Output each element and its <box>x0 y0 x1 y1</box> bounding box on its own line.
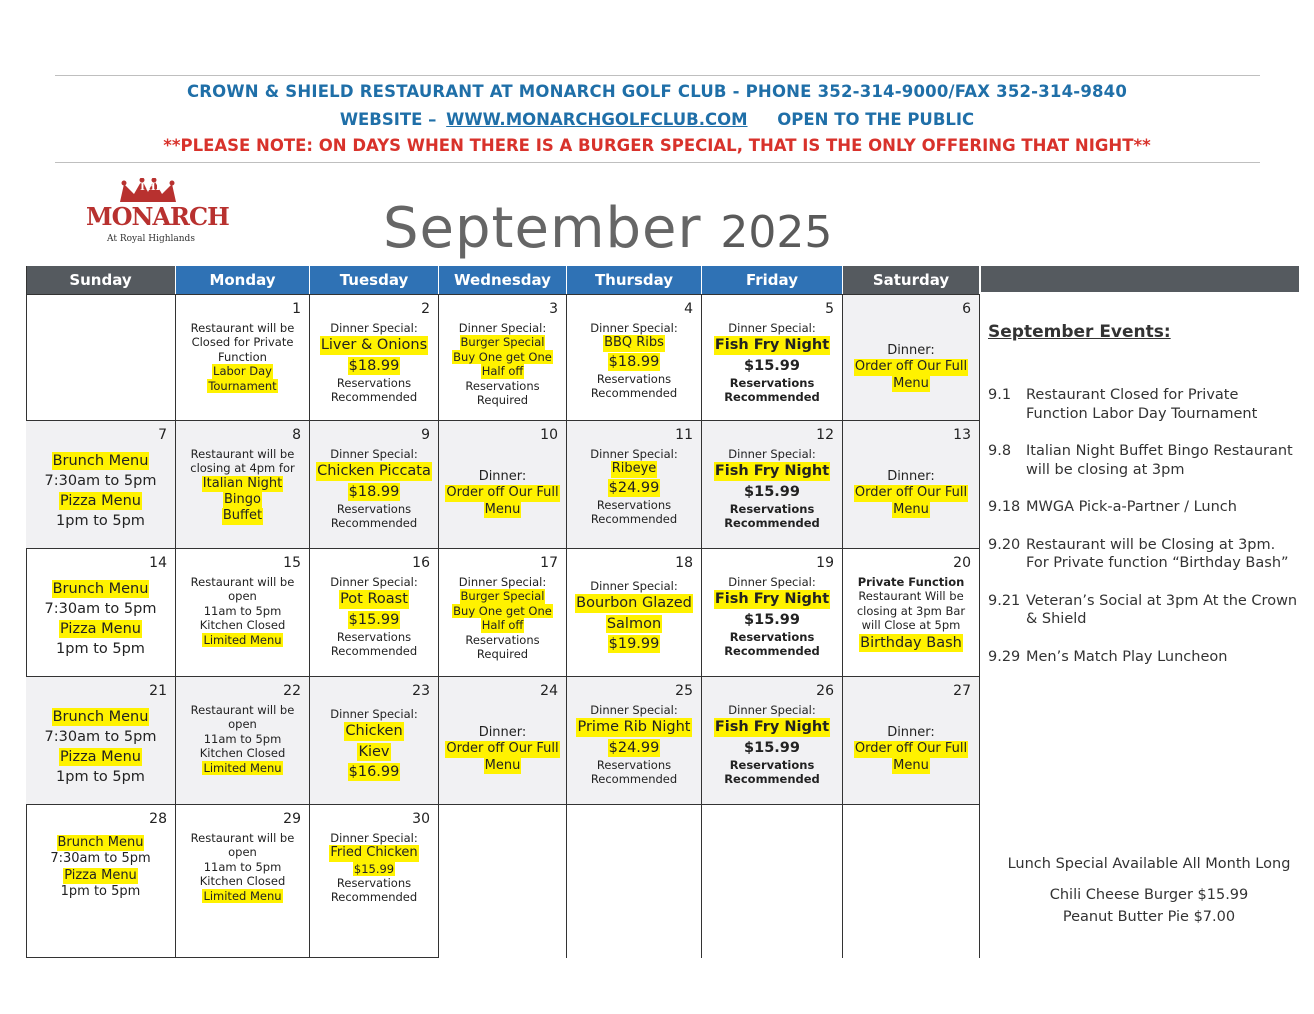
highlighted-text: Burger Special <box>460 589 545 604</box>
highlighted-text: Fried Chicken <box>330 845 418 861</box>
day-cell <box>439 294 567 420</box>
highlighted-text: Pizza Menu <box>60 493 141 510</box>
day-text: Recommended <box>724 644 820 658</box>
day-text: Dinner Special: <box>590 703 678 717</box>
day-text: will Close at 5pm <box>861 618 961 633</box>
day-content <box>310 447 438 530</box>
highlighted-text: $18.99 <box>608 353 660 370</box>
event-date: 9.29 <box>988 648 1021 665</box>
day-text: Required <box>476 392 529 407</box>
day-text: Reservations <box>729 501 815 516</box>
day-cell <box>702 804 843 958</box>
day-number: 17 <box>540 555 558 571</box>
highlighted-text: Half off <box>481 364 524 379</box>
restaurant-contact-line: CROWN & SHIELD RESTAURANT AT MONARCH GOLF CLUB - PHONE 352-314-9000/FAX 352-314-9840 <box>186 82 1128 101</box>
day-text: Recommended <box>724 516 820 530</box>
day-content <box>439 469 566 518</box>
event-date: 9.21 <box>988 592 1021 609</box>
day-text: 11am to 5pm <box>203 603 282 618</box>
day-cell <box>702 294 843 420</box>
burger-special-note: **PLEASE NOTE: ON DAYS WHEN THERE IS A BURGER SPECIAL, THAT IS THE ONLY OFFERING THAT NIGHT** <box>163 136 1151 155</box>
day-cell <box>702 420 843 548</box>
day-text: Dinner Special: <box>590 321 678 335</box>
day-cell <box>843 420 980 548</box>
day-text: Reservations <box>596 371 672 386</box>
highlighted-text: Fish Fry Night <box>714 337 830 354</box>
day-cell <box>567 294 702 420</box>
day-text: Dinner Special: <box>330 575 418 589</box>
highlighted-text: Bourbon Glazed <box>576 595 692 612</box>
highlighted-text: Labor Day <box>213 364 272 379</box>
event-text: Veteran’s Social at 3pm At the Crown & Shield <box>1026 592 1298 628</box>
highlighted-text: Prime Rib Night <box>577 719 691 736</box>
day-number: 23 <box>412 683 430 699</box>
events-title: September Events: <box>988 322 1171 342</box>
day-number: 5 <box>825 301 834 317</box>
day-cell <box>26 804 176 958</box>
highlighted-text: Brunch Menu <box>52 709 149 725</box>
day-number: 10 <box>540 427 558 443</box>
day-cell <box>702 676 843 804</box>
day-content <box>843 575 979 653</box>
day-text: Reservations <box>336 375 412 390</box>
lunch-item-pie: Peanut Butter Pie $7.00 <box>1062 909 1236 925</box>
day-text: Dinner Special: <box>330 831 418 845</box>
day-number: 8 <box>292 427 301 443</box>
day-number: 20 <box>953 555 971 571</box>
day-text: Dinner: <box>887 343 935 358</box>
highlighted-text: Kiev <box>358 743 390 760</box>
day-text: Recommended <box>590 512 678 527</box>
highlighted-text: $16.99 <box>348 763 400 780</box>
highlighted-text: Tournament <box>208 378 277 393</box>
day-content <box>702 575 842 658</box>
day-cell <box>439 548 567 676</box>
day-content <box>702 321 842 404</box>
day-text: Recommended <box>590 772 678 786</box>
day-text: Dinner: <box>887 725 935 740</box>
day-content <box>702 703 842 786</box>
day-text: 1pm to 5pm <box>56 769 145 786</box>
open-to-public-note: OPEN TO THE PUBLIC <box>777 110 975 129</box>
day-content <box>176 575 309 647</box>
day-content <box>176 831 309 903</box>
highlighted-text: Order off Our Full <box>854 741 968 757</box>
day-text: open <box>228 717 257 732</box>
day-content <box>176 321 309 393</box>
day-content <box>26 451 175 532</box>
events-panel <box>988 322 1298 685</box>
day-number: 26 <box>816 683 834 699</box>
header-sunday: Sunday <box>26 266 176 294</box>
day-cell <box>702 548 843 676</box>
day-text: Restaurant Will be <box>858 589 964 604</box>
day-text: Closed for Private <box>191 335 294 350</box>
highlighted-text: Menu <box>893 501 929 517</box>
day-number: 3 <box>549 301 558 317</box>
event-text: Men’s Match Play Luncheon <box>1026 648 1228 665</box>
event-date: 9.8 <box>988 443 1012 460</box>
day-cell <box>176 420 310 548</box>
day-content <box>439 575 566 661</box>
event-item <box>988 592 1298 629</box>
day-number: 12 <box>816 427 834 443</box>
day-number: 30 <box>412 811 430 827</box>
highlighted-text: Fish Fry Night <box>714 463 830 480</box>
day-number: 21 <box>149 683 167 699</box>
day-text: Recommended <box>330 390 418 404</box>
day-text: Dinner Special: <box>330 447 418 461</box>
day-text: Recommended <box>330 644 418 658</box>
day-number: 4 <box>684 301 693 317</box>
day-text: Required <box>476 646 529 661</box>
highlighted-text: Pot Roast <box>340 591 408 608</box>
day-text: Reservations <box>336 501 412 516</box>
highlighted-text: $19.99 <box>608 635 660 652</box>
highlighted-text: $18.99 <box>348 483 400 500</box>
day-text: Dinner Special: <box>330 707 418 721</box>
header-bottom-divider <box>55 162 1260 163</box>
highlighted-text: Menu <box>484 501 521 517</box>
day-number: 25 <box>675 683 693 699</box>
highlighted-text: Buffet <box>222 508 263 524</box>
day-text: Restaurant will be <box>190 447 295 461</box>
day-text: Reservations <box>336 876 412 890</box>
highlighted-text: Menu <box>484 757 521 773</box>
day-cell <box>26 676 176 804</box>
day-content <box>26 707 175 788</box>
day-text: Function <box>218 349 267 364</box>
day-number: 19 <box>816 555 834 571</box>
highlighted-text: Buy One get One <box>453 349 552 364</box>
day-content <box>843 725 979 774</box>
day-cell <box>439 420 567 548</box>
day-text: 7:30am to 5pm <box>50 851 151 867</box>
highlighted-text: Pizza Menu <box>60 621 141 638</box>
day-cell <box>843 676 980 804</box>
highlighted-text: $18.99 <box>348 357 400 374</box>
day-content <box>439 725 566 774</box>
day-text: Reservations <box>336 629 412 644</box>
highlighted-text: $24.99 <box>608 479 660 496</box>
highlighted-text: Menu <box>893 375 929 391</box>
day-number: 7 <box>158 427 167 443</box>
lunch-item-burger: Chili Cheese Burger $15.99 <box>1049 887 1249 903</box>
day-text: Dinner Special: <box>728 321 816 335</box>
highlighted-text: $15.99 <box>353 861 395 876</box>
day-text: $15.99 <box>744 483 800 500</box>
event-item <box>988 536 1298 573</box>
day-number: 18 <box>675 555 693 571</box>
day-cell <box>26 294 176 420</box>
day-content <box>567 321 701 401</box>
day-cell <box>26 548 176 676</box>
day-content <box>702 447 842 530</box>
day-text: Kitchen Closed <box>199 874 286 889</box>
event-date: 9.1 <box>988 387 1012 403</box>
highlighted-text: Fish Fry Night <box>714 591 830 608</box>
website-prefix: WEBSITE – <box>339 110 437 129</box>
day-cell <box>176 294 310 420</box>
highlighted-text: Chicken Piccata <box>317 463 431 480</box>
day-number: 2 <box>421 301 430 317</box>
day-cell <box>310 294 439 420</box>
day-number: 9 <box>421 427 430 443</box>
event-text: Italian Night Buffet Bingo Restaurant will be closing at 3pm <box>1026 443 1293 478</box>
day-text: Dinner Special: <box>458 575 547 589</box>
day-text: $15.99 <box>744 739 800 756</box>
day-content <box>843 469 979 518</box>
top-divider <box>55 75 1260 76</box>
event-date: 9.18 <box>988 499 1021 516</box>
highlighted-text: Buy One get One <box>453 603 552 618</box>
day-number: 24 <box>540 683 558 699</box>
day-text: 7:30am to 5pm <box>44 729 157 746</box>
day-content <box>567 579 701 654</box>
day-cell <box>567 548 702 676</box>
logo-subtitle: At Royal Highlands <box>107 234 195 244</box>
day-text: Dinner Special: <box>590 579 678 593</box>
day-text: Dinner: <box>478 725 527 740</box>
day-cell <box>843 804 980 958</box>
event-item <box>988 442 1298 479</box>
day-cell <box>567 420 702 548</box>
day-number: 11 <box>675 427 693 443</box>
day-cell <box>567 804 702 958</box>
header-monday: Monday <box>176 266 310 294</box>
highlighted-text: Order off Our Full <box>854 485 968 501</box>
day-text: Dinner: <box>478 469 527 484</box>
day-text: Dinner Special: <box>728 575 816 589</box>
day-text: closing at 4pm for <box>190 461 295 476</box>
day-text: Reservations <box>729 629 815 644</box>
highlighted-text: Fish Fry Night <box>714 719 830 736</box>
highlighted-text: Limited Menu <box>203 760 282 775</box>
day-text: 7:30am to 5pm <box>44 601 157 618</box>
month-name: September <box>383 196 702 261</box>
day-text: Kitchen Closed <box>199 618 286 633</box>
monarch-logo <box>86 176 229 250</box>
day-content <box>310 321 438 404</box>
day-text: Reservations <box>729 375 815 390</box>
day-text: Dinner Special: <box>330 321 418 335</box>
event-text: Restaurant Closed for Private Function Labor Day Tournament <box>1026 387 1258 422</box>
highlighted-text: Half off <box>481 618 524 633</box>
day-number: 15 <box>283 555 301 571</box>
day-text: Dinner Special: <box>728 447 816 461</box>
day-content <box>26 835 175 900</box>
day-cell <box>310 676 439 804</box>
day-text: Dinner Special: <box>590 447 678 461</box>
day-text: $15.99 <box>744 357 800 374</box>
day-content <box>176 447 309 525</box>
day-content <box>567 703 701 786</box>
highlighted-text: Burger Special <box>460 335 545 350</box>
day-text: Private Function <box>857 575 965 589</box>
day-text: $15.99 <box>744 611 800 628</box>
day-text: Restaurant will be <box>190 575 295 589</box>
day-number: 6 <box>962 301 971 317</box>
lunch-special-title: Lunch Special Available All Month Long <box>1007 856 1291 872</box>
day-text: 1pm to 5pm <box>60 883 141 899</box>
highlighted-text: Brunch Menu <box>52 581 149 597</box>
day-content <box>310 831 438 905</box>
day-content <box>176 703 309 775</box>
day-cell <box>439 804 567 958</box>
day-cell <box>843 548 980 676</box>
day-cell <box>567 676 702 804</box>
day-text: Recommended <box>590 386 678 401</box>
day-text: Recommended <box>330 516 418 530</box>
day-text: 1pm to 5pm <box>56 641 145 658</box>
day-text: Reservations <box>465 378 540 393</box>
day-number: 28 <box>149 811 167 827</box>
day-text: 1pm to 5pm <box>56 513 145 530</box>
year: 2025 <box>720 207 833 258</box>
day-text: Recommended <box>724 772 820 786</box>
highlighted-text: Liver & Onions <box>320 337 428 354</box>
day-text: open <box>228 589 257 604</box>
day-text: Recommended <box>724 390 820 404</box>
highlighted-text: Pizza Menu <box>60 749 141 766</box>
day-cell <box>843 294 980 420</box>
day-cell <box>439 676 567 804</box>
day-content <box>439 321 566 407</box>
day-cell <box>176 804 310 958</box>
header-tuesday: Tuesday <box>310 266 439 294</box>
highlighted-text: Bingo <box>224 492 261 507</box>
day-number: 1 <box>292 301 301 317</box>
day-cell <box>310 804 439 958</box>
highlighted-text: Pizza Menu <box>64 867 137 883</box>
day-number: 13 <box>953 427 971 443</box>
highlighted-text: Italian Night <box>202 475 283 491</box>
day-text: Reservations <box>729 757 815 772</box>
day-text: Dinner: <box>887 469 935 484</box>
website-line <box>0 110 1314 129</box>
highlighted-text: Order off Our Full <box>854 359 968 375</box>
highlighted-text: Order off Our Full <box>446 741 559 757</box>
day-cell <box>26 420 176 548</box>
highlighted-text: Menu <box>893 757 929 773</box>
highlighted-text: BBQ Ribs <box>604 335 664 351</box>
header-wednesday: Wednesday <box>439 266 567 294</box>
day-text: Restaurant will be <box>190 321 295 335</box>
highlighted-text: Ribeye <box>611 461 657 477</box>
day-number: 14 <box>149 555 167 571</box>
day-text: Restaurant will be <box>190 703 295 717</box>
highlighted-text: Limited Menu <box>203 632 282 647</box>
highlighted-text: Order off Our Full <box>446 485 559 501</box>
header-friday: Friday <box>702 266 843 294</box>
day-text: Dinner Special: <box>458 321 547 335</box>
highlighted-text: Brunch Menu <box>57 835 144 850</box>
day-text: Dinner Special: <box>728 703 816 717</box>
day-text: Restaurant will be <box>190 831 295 845</box>
day-cell <box>176 676 310 804</box>
day-content <box>843 343 979 392</box>
logo-the: THE <box>138 182 164 193</box>
day-text: Reservations <box>465 632 540 647</box>
header-saturday: Saturday <box>843 266 980 294</box>
day-content <box>310 707 438 782</box>
sidebar-header-bar <box>981 266 1299 292</box>
highlighted-text: Salmon <box>606 615 662 632</box>
day-cell <box>310 420 439 548</box>
day-content <box>567 447 701 527</box>
day-text: closing at 3pm Bar <box>856 603 966 618</box>
highlighted-text: $15.99 <box>348 611 400 628</box>
day-number: 16 <box>412 555 430 571</box>
day-text: Kitchen Closed <box>199 746 286 761</box>
highlighted-text: Chicken <box>345 723 403 740</box>
day-content <box>26 579 175 660</box>
day-text: Reservations <box>596 757 672 772</box>
day-text: 11am to 5pm <box>203 859 282 874</box>
day-content <box>310 575 438 658</box>
event-item <box>988 648 1298 667</box>
day-text: 7:30am to 5pm <box>44 473 157 490</box>
day-text: open <box>228 845 257 860</box>
event-text: Restaurant will be Closing at 3pm. For Private function “Birthday Bash” <box>1026 536 1289 572</box>
logo-name: MONARCH <box>86 202 229 231</box>
event-item <box>988 386 1298 423</box>
highlighted-text: Birthday Bash <box>860 634 962 651</box>
highlighted-text: $24.99 <box>608 739 660 756</box>
website-link[interactable]: WWW.MONARCHGOLFCLUB.COM <box>446 110 748 129</box>
highlighted-text: Limited Menu <box>203 888 282 903</box>
day-text: Reservations <box>596 497 672 512</box>
event-date: 9.20 <box>988 536 1021 553</box>
day-number: 29 <box>283 811 301 827</box>
month-title <box>383 196 832 261</box>
day-cell <box>310 548 439 676</box>
event-item <box>988 498 1298 517</box>
day-number: 27 <box>953 683 971 699</box>
day-number: 22 <box>283 683 301 699</box>
day-text: 11am to 5pm <box>203 731 282 746</box>
header-thursday: Thursday <box>567 266 702 294</box>
event-text: MWGA Pick-a-Partner / Lunch <box>1026 499 1237 516</box>
highlighted-text: Brunch Menu <box>52 453 149 469</box>
day-text: Recommended <box>330 890 418 905</box>
day-cell <box>176 548 310 676</box>
